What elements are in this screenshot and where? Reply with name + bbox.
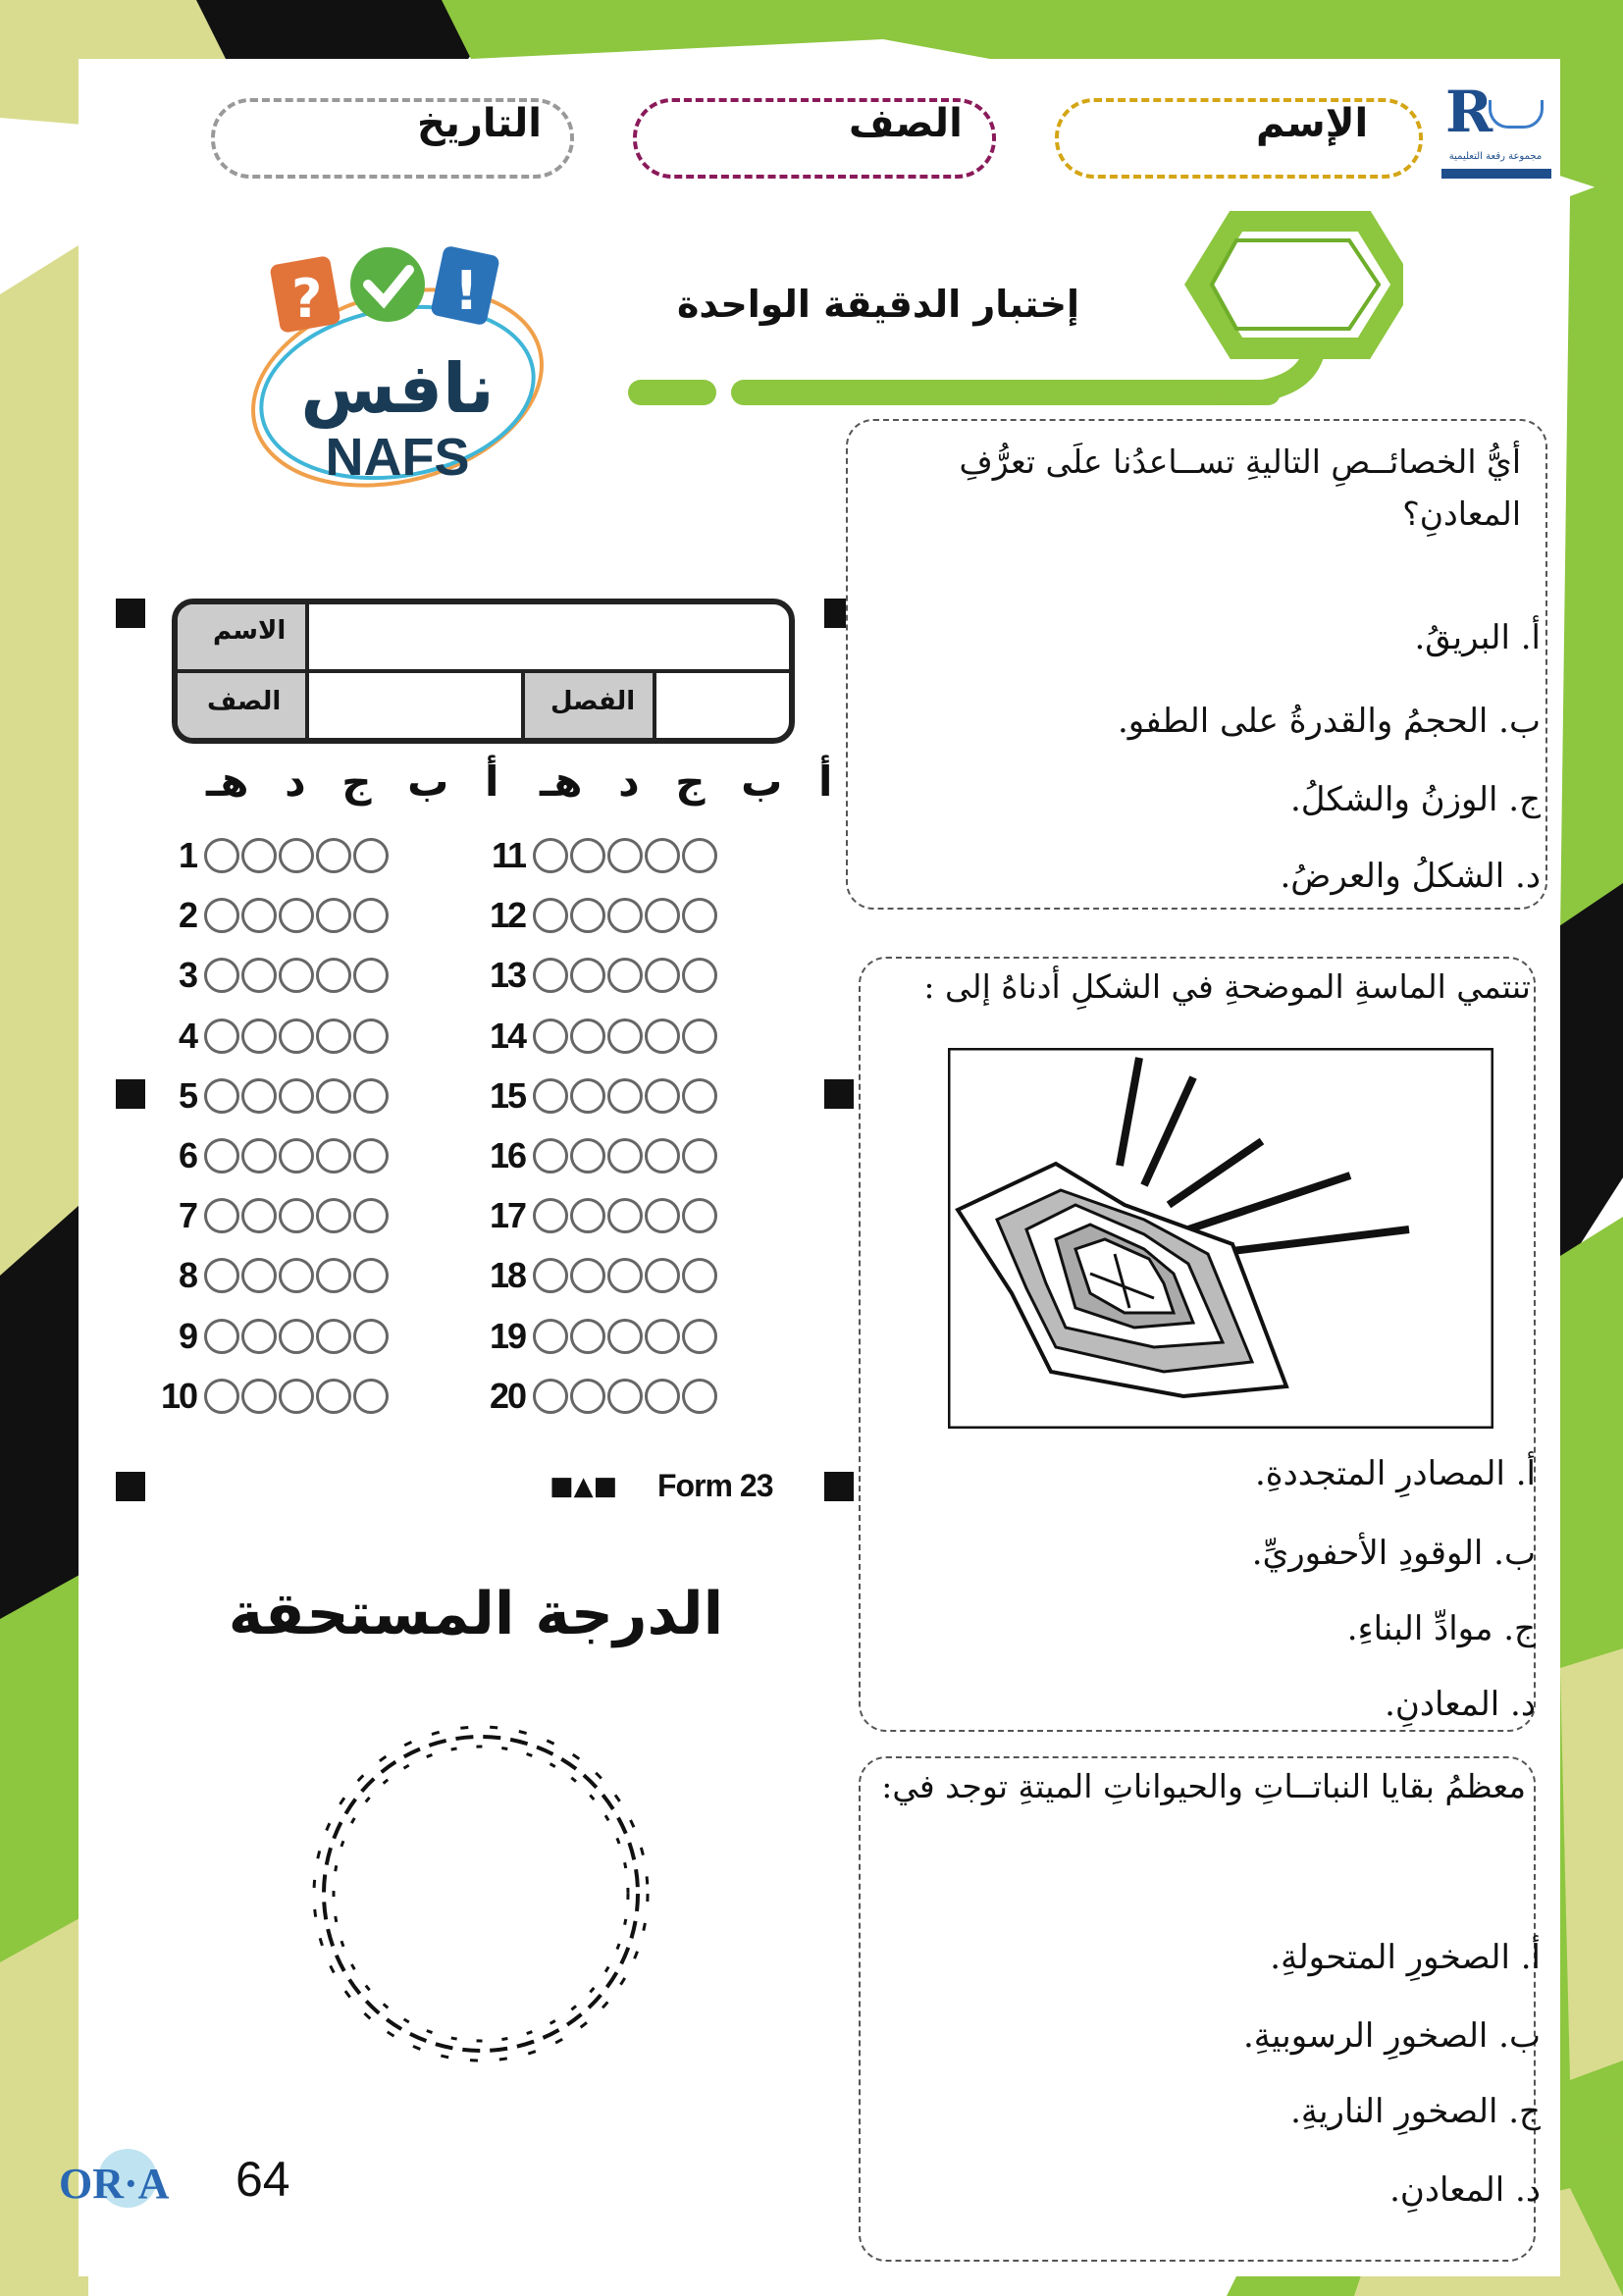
answer-bubble[interactable] xyxy=(682,958,717,993)
answer-bubble[interactable] xyxy=(570,1319,605,1354)
answer-bubble[interactable] xyxy=(204,1198,239,1233)
answer-row-number: 11 xyxy=(491,835,525,875)
answer-row xyxy=(476,1015,719,1058)
answer-bubble[interactable] xyxy=(204,1258,239,1293)
corner-marker xyxy=(116,1079,145,1109)
answer-bubble[interactable] xyxy=(607,838,643,873)
answer-row-number: 18 xyxy=(489,1255,525,1296)
question-3-option[interactable]: أ. الصخورِ المتحولةِ. xyxy=(1270,1938,1541,1977)
answer-bubble[interactable] xyxy=(316,1198,351,1233)
answer-bubble[interactable] xyxy=(607,1018,643,1054)
answer-bubble[interactable] xyxy=(533,898,568,933)
question-1-option[interactable]: أ. البريقُ. xyxy=(1414,618,1541,657)
answer-row xyxy=(147,1074,391,1118)
page-title: إختبار الدقيقة الواحدة xyxy=(677,283,1079,326)
answer-row xyxy=(147,954,391,997)
answer-bubble[interactable] xyxy=(682,1319,717,1354)
nafs-logo xyxy=(240,231,554,496)
column-letters-right: أ ب ج د هـ xyxy=(540,757,833,806)
answer-row-number: 2 xyxy=(178,895,196,936)
answer-bubble[interactable] xyxy=(204,1018,239,1054)
answer-bubble[interactable] xyxy=(570,1258,605,1293)
answer-bubble[interactable] xyxy=(570,838,605,873)
sheet-class-label: الصف xyxy=(207,687,282,716)
date-label: التاريخ xyxy=(417,101,542,146)
publisher-logo xyxy=(1438,78,1555,186)
answer-row xyxy=(476,1315,719,1358)
answer-bubble[interactable] xyxy=(533,1018,568,1054)
question-2-option[interactable]: د. المعادنِ. xyxy=(1385,1685,1536,1724)
answer-bubble[interactable] xyxy=(316,1379,351,1414)
answer-bubble[interactable] xyxy=(607,898,643,933)
answer-bubble[interactable] xyxy=(353,1078,389,1114)
answer-bubble[interactable] xyxy=(682,1018,717,1054)
answer-bubble[interactable] xyxy=(279,838,314,873)
answer-bubble[interactable] xyxy=(533,958,568,993)
answer-row-number: 4 xyxy=(178,1015,196,1056)
answer-bubble[interactable] xyxy=(645,1258,680,1293)
answer-bubble[interactable] xyxy=(204,1138,239,1174)
logo-caption: مجموعة رقعة التعليمية xyxy=(1448,151,1543,162)
answer-bubble[interactable] xyxy=(570,1138,605,1174)
answer-bubble[interactable] xyxy=(353,1138,389,1174)
answer-bubble[interactable] xyxy=(570,1078,605,1114)
column-letters-left: أ ب ج د هـ xyxy=(206,757,499,806)
answer-sheet xyxy=(108,589,873,1511)
answer-bubble[interactable] xyxy=(533,1138,568,1174)
answer-row xyxy=(476,1134,719,1177)
answer-bubble[interactable] xyxy=(241,1258,277,1293)
answer-bubble[interactable] xyxy=(645,1078,680,1114)
form-icon: ■▲■ xyxy=(550,1472,618,1501)
orha-logo: OR·A xyxy=(59,2149,186,2218)
answer-row xyxy=(476,954,719,997)
svg-text:!: ! xyxy=(454,260,479,322)
answer-bubble[interactable] xyxy=(241,1198,277,1233)
logo-letter: R xyxy=(1445,78,1493,145)
question-3-option[interactable]: د. المعادنِ. xyxy=(1389,2170,1541,2210)
corner-marker xyxy=(824,1472,854,1501)
answer-bubble[interactable] xyxy=(204,898,239,933)
answer-bubble[interactable] xyxy=(607,958,643,993)
answer-row xyxy=(147,1015,391,1058)
answer-bubble[interactable] xyxy=(533,1319,568,1354)
answer-row xyxy=(476,1074,719,1118)
answer-bubble[interactable] xyxy=(316,838,351,873)
question-3-text: معظمُ بقايا النباتــاتِ والحيواناتِ الميتةِ توجد في: xyxy=(881,1767,1526,1805)
answer-row xyxy=(476,1254,719,1297)
question-3-option[interactable]: ب. الصخورِ الرسوبيةِ. xyxy=(1242,2016,1541,2056)
answer-bubble[interactable] xyxy=(570,1379,605,1414)
question-1-option[interactable]: ب. الحجمُ والقدرةُ على الطفو. xyxy=(1117,702,1541,741)
answer-bubble[interactable] xyxy=(645,838,680,873)
answer-bubble[interactable] xyxy=(279,1078,314,1114)
answer-bubble[interactable] xyxy=(353,898,389,933)
answer-bubble[interactable] xyxy=(241,1379,277,1414)
answer-bubble[interactable] xyxy=(607,1138,643,1174)
question-2-option[interactable]: أ. المصادرِ المتجددةِ. xyxy=(1254,1454,1536,1493)
answer-bubble[interactable] xyxy=(316,958,351,993)
answer-bubble[interactable] xyxy=(682,1379,717,1414)
answer-bubble[interactable] xyxy=(570,898,605,933)
answer-bubble[interactable] xyxy=(316,1018,351,1054)
answer-row-number: 15 xyxy=(489,1074,525,1116)
answer-row xyxy=(147,1254,391,1297)
svg-text:?: ? xyxy=(291,268,323,330)
answer-bubble[interactable] xyxy=(682,1138,717,1174)
laurel-wreath-icon xyxy=(294,1702,667,2085)
form-label: Form 23 xyxy=(657,1468,773,1503)
corner-marker xyxy=(824,1079,854,1109)
answer-bubble[interactable] xyxy=(645,958,680,993)
answer-row-number: 19 xyxy=(489,1315,525,1356)
corner-marker xyxy=(116,599,145,628)
answer-bubble[interactable] xyxy=(682,1198,717,1233)
answer-bubble[interactable] xyxy=(533,1258,568,1293)
answer-row xyxy=(147,834,391,877)
answer-row-number: 20 xyxy=(489,1375,525,1416)
logo-bar xyxy=(1441,169,1551,179)
answer-bubble[interactable] xyxy=(316,1319,351,1354)
answer-bubble[interactable] xyxy=(279,1138,314,1174)
answer-bubble[interactable] xyxy=(279,1198,314,1233)
answer-row-number: 1 xyxy=(178,835,196,875)
question-1-option[interactable]: د. الشكلُ والعرضُ. xyxy=(1280,857,1541,896)
answer-bubble[interactable] xyxy=(570,958,605,993)
answer-row-number: 5 xyxy=(178,1074,196,1116)
answer-bubble[interactable] xyxy=(316,1258,351,1293)
answer-bubble[interactable] xyxy=(353,1018,389,1054)
sheet-section-label: الفصل xyxy=(550,687,636,716)
answer-bubble[interactable] xyxy=(353,838,389,873)
answer-bubble[interactable] xyxy=(607,1078,643,1114)
answer-row-number: 13 xyxy=(489,955,525,996)
answer-row xyxy=(147,894,391,937)
answer-row-number: 6 xyxy=(178,1135,196,1175)
answer-bubble[interactable] xyxy=(204,958,239,993)
answer-bubble[interactable] xyxy=(682,898,717,933)
answer-row-number: 7 xyxy=(178,1195,196,1236)
answer-row xyxy=(147,1194,391,1237)
answer-row xyxy=(147,1315,391,1358)
answer-bubble[interactable] xyxy=(316,898,351,933)
answer-bubble[interactable] xyxy=(682,1078,717,1114)
answer-bubble[interactable] xyxy=(570,1198,605,1233)
answer-row-number: 10 xyxy=(160,1375,196,1416)
answer-bubble[interactable] xyxy=(279,1319,314,1354)
page-number: 64 xyxy=(236,2152,290,2207)
book-icon xyxy=(1489,100,1544,129)
question-2-text: تنتمي الماسةِ الموضحةِ في الشكلِ أدناهُ إلى : xyxy=(923,967,1531,1006)
answer-row-number: 12 xyxy=(489,895,525,936)
answer-row xyxy=(476,894,719,937)
answer-bubble[interactable] xyxy=(645,898,680,933)
answer-bubble[interactable] xyxy=(204,838,239,873)
answer-bubble[interactable] xyxy=(241,958,277,993)
answer-bubble[interactable] xyxy=(607,1319,643,1354)
answer-row xyxy=(147,1375,391,1418)
question-1-text: أيُّ الخصائــصِ التاليةِ تســاعدُنا علَى تعرُّفِ المعادنِ؟ xyxy=(959,443,1521,533)
answer-bubble[interactable] xyxy=(279,958,314,993)
answer-bubble[interactable] xyxy=(533,1379,568,1414)
answer-bubble[interactable] xyxy=(607,1198,643,1233)
answer-row-number: 16 xyxy=(489,1135,525,1175)
name-label: الإسم xyxy=(1256,101,1369,146)
answer-bubble[interactable] xyxy=(279,898,314,933)
answer-bubble[interactable] xyxy=(645,1319,680,1354)
sheet-header-box xyxy=(172,599,795,744)
sheet-name-label: الاسم xyxy=(213,616,287,646)
answer-bubble[interactable] xyxy=(279,1258,314,1293)
answer-bubble[interactable] xyxy=(607,1379,643,1414)
answer-bubble[interactable] xyxy=(353,1198,389,1233)
answer-bubble[interactable] xyxy=(241,1138,277,1174)
answer-row-number: 9 xyxy=(178,1315,196,1356)
answer-row-number: 17 xyxy=(489,1195,525,1236)
answer-bubble[interactable] xyxy=(241,1018,277,1054)
answer-bubble[interactable] xyxy=(279,1379,314,1414)
answer-bubble[interactable] xyxy=(645,1379,680,1414)
answer-bubble[interactable] xyxy=(279,1018,314,1054)
answer-bubble[interactable] xyxy=(241,1319,277,1354)
answer-bubble[interactable] xyxy=(645,1198,680,1233)
answer-bubble[interactable] xyxy=(353,958,389,993)
answer-bubble[interactable] xyxy=(533,1078,568,1114)
answer-bubble[interactable] xyxy=(682,1258,717,1293)
question-3-option[interactable]: ج. الصخورِ الناريةِ. xyxy=(1290,2092,1541,2131)
question-2-option[interactable]: ب. الوقودِ الأحفوريِّ. xyxy=(1251,1534,1536,1573)
answer-row-number: 3 xyxy=(178,955,196,996)
answer-bubble[interactable] xyxy=(533,838,568,873)
answer-bubble[interactable] xyxy=(353,1319,389,1354)
answer-row xyxy=(476,1194,719,1237)
answer-bubble[interactable] xyxy=(204,1379,239,1414)
diamond-figure xyxy=(948,1048,1493,1429)
answer-bubble[interactable] xyxy=(241,838,277,873)
answer-bubble[interactable] xyxy=(607,1258,643,1293)
grade-label: الدرجة المستحقة xyxy=(228,1580,724,1648)
corner-marker xyxy=(116,1472,145,1501)
answer-bubble[interactable] xyxy=(533,1198,568,1233)
answer-bubble[interactable] xyxy=(316,1078,351,1114)
answer-row-number: 14 xyxy=(489,1015,525,1056)
answer-bubble[interactable] xyxy=(241,898,277,933)
answer-bubble[interactable] xyxy=(353,1258,389,1293)
answer-bubble[interactable] xyxy=(682,838,717,873)
nafs-arabic: نافس xyxy=(300,348,495,429)
answer-bubble[interactable] xyxy=(570,1018,605,1054)
answer-bubble[interactable] xyxy=(645,1138,680,1174)
answer-row xyxy=(147,1134,391,1177)
nafs-latin: NAFS xyxy=(325,428,470,487)
answer-row-number: 8 xyxy=(178,1255,196,1296)
answer-row xyxy=(476,834,719,877)
class-label: الصف xyxy=(849,101,963,146)
answer-row xyxy=(476,1375,719,1418)
answer-bubble[interactable] xyxy=(241,1078,277,1114)
question-2-option[interactable]: ج. موادِّ البناءِ. xyxy=(1346,1609,1536,1648)
answer-bubble[interactable] xyxy=(353,1379,389,1414)
answer-bubble[interactable] xyxy=(204,1078,239,1114)
answer-bubble[interactable] xyxy=(316,1138,351,1174)
answer-bubble[interactable] xyxy=(645,1018,680,1054)
answer-bubble[interactable] xyxy=(204,1319,239,1354)
question-1-option[interactable]: ج. الوزنُ والشكلُ. xyxy=(1289,780,1541,819)
